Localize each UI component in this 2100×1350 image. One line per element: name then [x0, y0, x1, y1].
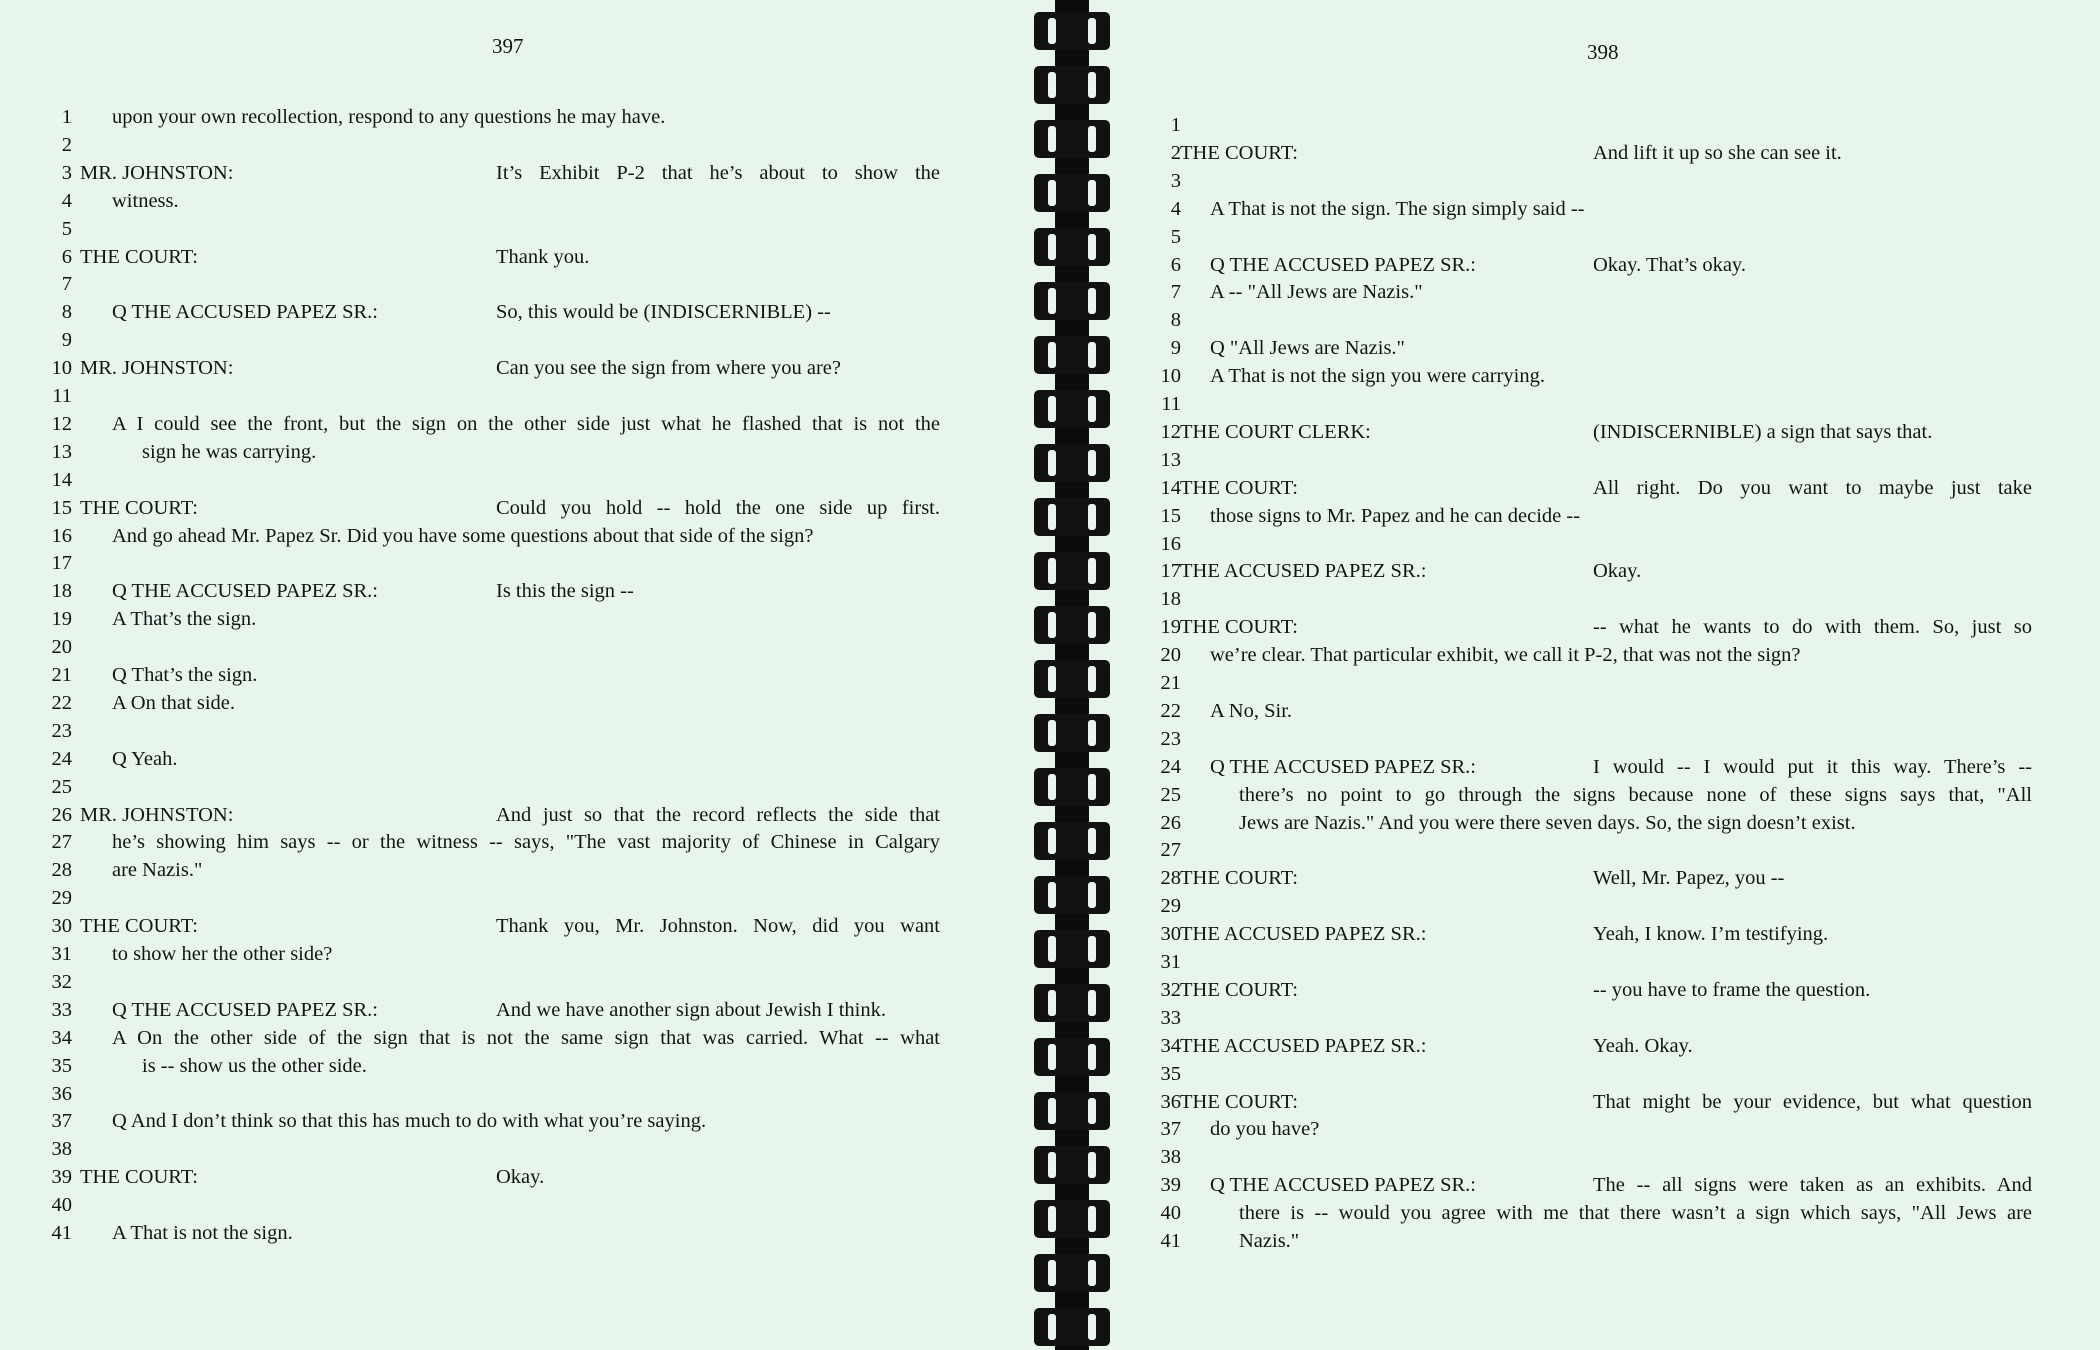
transcript-line [0, 215, 1020, 243]
transcript-line [1125, 697, 2100, 725]
line-text: to show her the other side? [112, 943, 333, 965]
line-number: 27 [51, 831, 72, 854]
line-text: -- what he wants to do with them. So, just so [1593, 616, 2032, 639]
line-number: 23 [51, 719, 72, 742]
line-text: A That is not the sign. The sign simply said -- [1210, 197, 1585, 220]
line-number: 15 [51, 496, 72, 519]
transcript-line [0, 270, 1020, 298]
line-text: And we have another sign about Jewish I think. [496, 998, 886, 1021]
line-number: 35 [51, 1054, 72, 1077]
line-number: 38 [51, 1138, 72, 1161]
line-number: 26 [51, 803, 72, 826]
line-text: do you have? [1210, 1118, 1320, 1141]
binding-coil [1034, 930, 1110, 968]
line-text: Nazis." [1239, 1230, 1300, 1252]
transcript-line [1125, 864, 2100, 892]
line-number: 1 [1170, 114, 1181, 136]
transcript-line [1125, 557, 2100, 585]
transcript-line [0, 243, 1020, 271]
transcript-line [0, 856, 1020, 884]
line-number: 11 [52, 385, 72, 407]
speaker-label: Q THE ACCUSED PAPEZ SR.: [1210, 755, 1476, 778]
page-number: 398 [1587, 40, 1619, 64]
transcript-line [0, 717, 1020, 745]
line-text: upon your own recollection, respond to any questions he may have. [112, 106, 666, 128]
transcript-line [0, 549, 1020, 577]
line-number: 32 [1160, 978, 1181, 1001]
speaker-label: Q THE ACCUSED PAPEZ SR.: [1210, 1174, 1476, 1197]
line-text: (INDISCERNIBLE) a sign that says that. [1593, 420, 1933, 443]
line-text: Q Yeah. [112, 747, 178, 770]
binding-coil [1034, 768, 1110, 806]
transcript-line [0, 159, 1020, 187]
transcript-line [1125, 362, 2100, 390]
line-number: 29 [1160, 895, 1181, 918]
speaker-label: THE COURT: [1180, 141, 1298, 164]
speaker-label: THE COURT: [80, 915, 198, 938]
transcript-line [0, 103, 1020, 131]
transcript-line [1125, 781, 2100, 809]
line-text: Okay. That’s okay. [1593, 253, 1746, 276]
transcript-line [0, 577, 1020, 605]
line-number: 16 [1160, 532, 1181, 555]
speaker-label: THE COURT: [1180, 867, 1298, 890]
line-text: Yeah. Okay. [1593, 1034, 1693, 1057]
transcript-line [1125, 1171, 2100, 1199]
line-number: 9 [61, 329, 72, 352]
line-number: 12 [1160, 420, 1181, 443]
transcript-line [0, 996, 1020, 1024]
speaker-label: THE COURT: [1180, 476, 1298, 499]
line-number: 38 [1160, 1146, 1181, 1169]
spiral-binding [1020, 0, 1125, 1350]
transcript-line [1125, 836, 2100, 864]
transcript-line [1125, 1060, 2100, 1088]
line-number: 5 [61, 217, 72, 240]
line-text: A -- "All Jews are Nazis." [1210, 281, 1423, 304]
line-text: we’re clear. That particular exhibit, we call it P-2, that was not the sign? [1210, 644, 1801, 667]
line-number: 22 [51, 691, 72, 714]
transcript-line [1125, 530, 2100, 558]
transcript-line [0, 494, 1020, 522]
binding-coil [1034, 120, 1110, 158]
line-text: A That’s the sign. [112, 608, 257, 631]
line-number: 26 [1160, 811, 1181, 834]
speaker-label: THE COURT: [1180, 616, 1298, 639]
transcript-line [0, 1024, 1020, 1052]
transcript-line [0, 522, 1020, 550]
line-number: 25 [51, 775, 72, 798]
transcript-line [1125, 1115, 2100, 1143]
line-number: 10 [1160, 365, 1181, 388]
line-text: I would -- I would put it this way. There’s -- [1593, 755, 2032, 778]
speaker-label: THE COURT: [1180, 978, 1298, 1001]
speaker-label: THE ACCUSED PAPEZ SR.: [1180, 1034, 1427, 1057]
line-number: 33 [51, 998, 72, 1021]
line-number: 9 [1170, 337, 1181, 360]
speaker-label: THE COURT: [80, 1166, 198, 1189]
line-number: 6 [61, 245, 72, 268]
binding-coil [1034, 822, 1110, 860]
transcript-line [0, 801, 1020, 829]
transcript-line [0, 968, 1020, 996]
transcript-line [0, 828, 1020, 856]
transcript-line [0, 1135, 1020, 1163]
binding-coil [1034, 282, 1110, 320]
line-number: 24 [51, 747, 72, 770]
left-transcript-page [0, 0, 1020, 1350]
binding-coil [1034, 1308, 1110, 1346]
line-number: 3 [61, 161, 72, 184]
transcript-line [1125, 669, 2100, 697]
line-text: A I could see the front, but the sign on the other side just what he flashed that is not the [112, 412, 940, 435]
binding-coil [1034, 336, 1110, 374]
binding-coil [1034, 1254, 1110, 1292]
binding-coil [1034, 876, 1110, 914]
line-number: 36 [1160, 1090, 1181, 1113]
transcript-line [1125, 111, 2100, 139]
binding-coil [1034, 1200, 1110, 1238]
transcript-line [1125, 223, 2100, 251]
line-number: 29 [51, 887, 72, 910]
binding-coil [1034, 984, 1110, 1022]
line-text: those signs to Mr. Papez and he can decide -- [1210, 504, 1581, 527]
line-number: 3 [1170, 169, 1181, 192]
line-number: 41 [51, 1222, 72, 1244]
line-number: 30 [1160, 923, 1181, 946]
binding-coil [1034, 714, 1110, 752]
line-text: And just so that the record reflects the side that [496, 803, 940, 826]
line-text: The -- all signs were taken as an exhibits. And [1593, 1174, 2032, 1197]
line-number: 34 [51, 1026, 72, 1049]
transcript-line [1125, 1032, 2100, 1060]
speaker-label: MR. JOHNSTON: [80, 161, 234, 184]
binding-coil [1034, 228, 1110, 266]
line-number: 18 [51, 580, 72, 603]
transcript-line [0, 661, 1020, 689]
transcript-line [1125, 334, 2100, 362]
line-number: 34 [1160, 1034, 1181, 1057]
line-number: 28 [51, 859, 72, 882]
transcript-line [1125, 1227, 2100, 1255]
line-number: 20 [1160, 644, 1181, 667]
binding-coil [1034, 66, 1110, 104]
speaker-label: THE COURT: [1180, 1090, 1298, 1113]
binding-coil [1034, 12, 1110, 50]
line-text: there is -- would you agree with me that there wasn’t a sign which says, "All Jews are [1239, 1202, 2032, 1225]
transcript-line [0, 689, 1020, 717]
line-text: And lift it up so she can see it. [1593, 141, 1842, 164]
line-number: 18 [1160, 588, 1181, 611]
line-number: 4 [1170, 197, 1181, 220]
line-number: 23 [1160, 727, 1181, 750]
line-text: is -- show us the other side. [142, 1054, 367, 1077]
speaker-label: Q THE ACCUSED PAPEZ SR.: [112, 301, 378, 324]
transcript-line [1125, 474, 2100, 502]
transcript-line [0, 466, 1020, 494]
transcript-line [1125, 390, 2100, 418]
line-number: 7 [1170, 281, 1181, 304]
line-number: 5 [1170, 225, 1181, 248]
binding-coil [1034, 1092, 1110, 1130]
transcript-line [1125, 809, 2100, 837]
line-number: 28 [1160, 867, 1181, 890]
transcript-line [1125, 251, 2100, 279]
line-text: So, this would be (INDISCERNIBLE) -- [496, 301, 831, 324]
transcript-line [0, 1107, 1020, 1135]
line-number: 22 [1160, 699, 1181, 722]
transcript-line [1125, 892, 2100, 920]
transcript-line [0, 884, 1020, 912]
speaker-label: Q THE ACCUSED PAPEZ SR.: [112, 580, 378, 603]
line-text: Thank you, Mr. Johnston. Now, did you want [496, 915, 940, 938]
transcript-line [0, 438, 1020, 466]
transcript-line [1125, 1199, 2100, 1227]
transcript-line [1125, 1088, 2100, 1116]
binding-coil [1034, 1146, 1110, 1184]
line-text: All right. Do you want to maybe just take [1593, 476, 2032, 499]
transcript-line [0, 1080, 1020, 1108]
line-text: Q "All Jews are Nazis." [1210, 337, 1405, 360]
binding-coil [1034, 174, 1110, 212]
line-text: A On the other side of the sign that is not the same sign that was carried. What -- what [112, 1026, 940, 1049]
transcript-line [0, 912, 1020, 940]
speaker-label: MR. JOHNSTON: [80, 357, 234, 380]
transcript-line [0, 187, 1020, 215]
transcript-line [1125, 446, 2100, 474]
line-text: are Nazis." [112, 859, 203, 882]
line-number: 30 [51, 915, 72, 938]
transcript-line [0, 382, 1020, 410]
line-text: A That is not the sign. [112, 1222, 293, 1244]
transcript-line [1125, 306, 2100, 334]
line-text: he’s showing him says -- or the witness -- says, "The vast majority of Chinese in Calgary [112, 831, 940, 854]
line-text: Q That’s the sign. [112, 664, 258, 686]
line-number: 2 [1170, 141, 1181, 164]
binding-coil [1034, 390, 1110, 428]
line-number: 8 [61, 301, 72, 324]
transcript-line [0, 940, 1020, 968]
transcript-line [0, 1163, 1020, 1191]
binding-coil [1034, 552, 1110, 590]
line-number: 40 [51, 1194, 72, 1217]
speaker-label: Q THE ACCUSED PAPEZ SR.: [1210, 253, 1476, 276]
line-number: 39 [51, 1166, 72, 1189]
speaker-label: Q THE ACCUSED PAPEZ SR.: [112, 998, 378, 1021]
transcript-line [1125, 1004, 2100, 1032]
line-text: A No, Sir. [1210, 699, 1293, 722]
line-number: 36 [51, 1082, 72, 1105]
transcript-line [1125, 585, 2100, 613]
line-text: there’s no point to go through the signs because none of these signs says that, "All [1239, 783, 2032, 806]
transcript-line [0, 326, 1020, 354]
line-text: Well, Mr. Papez, you -- [1593, 867, 1785, 890]
line-number: 24 [1160, 755, 1181, 778]
transcript-line [1125, 948, 2100, 976]
speaker-label: THE COURT: [80, 496, 198, 519]
transcript-line [0, 131, 1020, 159]
transcript-line [1125, 167, 2100, 195]
line-text: And go ahead Mr. Papez Sr. Did you have some questions about that side of the sign? [112, 524, 814, 547]
transcript-line [1125, 753, 2100, 781]
binding-coil [1034, 660, 1110, 698]
line-number: 41 [1160, 1230, 1181, 1252]
line-number: 14 [51, 468, 72, 491]
line-text: -- you have to frame the question. [1593, 978, 1871, 1001]
line-number: 31 [51, 943, 72, 965]
line-number: 13 [1160, 448, 1181, 471]
transcript-line [0, 1219, 1020, 1247]
line-number: 12 [51, 412, 72, 435]
page-number: 397 [492, 34, 524, 58]
line-number: 37 [51, 1110, 72, 1133]
transcript-line [1125, 725, 2100, 753]
line-text: A On that side. [112, 691, 235, 714]
line-text: sign he was carrying. [142, 440, 317, 463]
line-number: 25 [1160, 783, 1181, 806]
transcript-line [0, 605, 1020, 633]
line-number: 15 [1160, 504, 1181, 527]
binding-coil [1034, 444, 1110, 482]
transcript-line [0, 298, 1020, 326]
line-number: 39 [1160, 1174, 1181, 1197]
transcript-line [1125, 613, 2100, 641]
line-number: 27 [1160, 839, 1181, 862]
line-number: 31 [1160, 951, 1181, 973]
line-number: 40 [1160, 1202, 1181, 1225]
line-number: 19 [1160, 616, 1181, 639]
line-number: 37 [1160, 1118, 1181, 1141]
line-number: 32 [51, 970, 72, 993]
line-text: Is this the sign -- [496, 580, 634, 603]
speaker-label: MR. JOHNSTON: [80, 803, 234, 826]
speaker-label: THE ACCUSED PAPEZ SR.: [1180, 923, 1427, 946]
line-text: Okay. [496, 1166, 545, 1189]
binding-coil [1034, 498, 1110, 536]
line-number: 20 [51, 636, 72, 659]
right-transcript-page [1125, 0, 2100, 1350]
line-number: 33 [1160, 1006, 1181, 1029]
transcript-line [0, 410, 1020, 438]
speaker-label: THE COURT: [80, 245, 198, 268]
transcript-line [1125, 418, 2100, 446]
line-number: 11 [1161, 393, 1181, 415]
transcript-line [1125, 920, 2100, 948]
transcript-line [0, 1052, 1020, 1080]
line-number: 35 [1160, 1062, 1181, 1085]
transcript-line [0, 745, 1020, 773]
line-text: That might be your evidence, but what question [1593, 1090, 2032, 1113]
transcript-line [1125, 502, 2100, 530]
line-number: 6 [1170, 253, 1181, 276]
line-text: Thank you. [496, 245, 590, 268]
binding-coil [1034, 1038, 1110, 1076]
line-number: 8 [1170, 309, 1181, 332]
transcript-line [1125, 139, 2100, 167]
line-number: 19 [51, 608, 72, 631]
line-number: 17 [1160, 560, 1181, 583]
line-text: Can you see the sign from where you are? [496, 357, 841, 380]
binding-coil [1034, 606, 1110, 644]
transcript-line [1125, 976, 2100, 1004]
line-number: 16 [51, 524, 72, 547]
line-number: 7 [61, 273, 72, 296]
line-number: 17 [51, 552, 72, 575]
transcript-line [1125, 278, 2100, 306]
line-text: Q And I don’t think so that this has much to do with what you’re saying. [112, 1110, 707, 1133]
line-text: witness. [112, 189, 179, 212]
line-number: 10 [51, 357, 72, 380]
line-text: Could you hold -- hold the one side up first. [496, 496, 940, 519]
transcript-line [0, 354, 1020, 382]
speaker-label: THE ACCUSED PAPEZ SR.: [1180, 560, 1427, 583]
line-number: 21 [51, 664, 72, 686]
line-number: 2 [61, 133, 72, 156]
transcript-line [1125, 641, 2100, 669]
line-number: 21 [1160, 672, 1181, 694]
line-number: 14 [1160, 476, 1181, 499]
speaker-label: THE COURT CLERK: [1180, 420, 1371, 443]
line-text: A That is not the sign you were carrying. [1210, 365, 1545, 388]
transcript-line [1125, 1143, 2100, 1171]
line-number: 13 [51, 440, 72, 463]
line-number: 1 [61, 106, 72, 128]
line-text: Okay. [1593, 560, 1642, 583]
line-text: It’s Exhibit P-2 that he’s about to show the [496, 161, 940, 184]
line-text: Yeah, I know. I’m testifying. [1593, 923, 1829, 946]
transcript-line [0, 773, 1020, 801]
line-text: Jews are Nazis." And you were there seven days. So, the sign doesn’t exist. [1239, 811, 1856, 834]
transcript-line [1125, 195, 2100, 223]
line-number: 4 [61, 189, 72, 212]
transcript-line [0, 1191, 1020, 1219]
transcript-line [0, 633, 1020, 661]
